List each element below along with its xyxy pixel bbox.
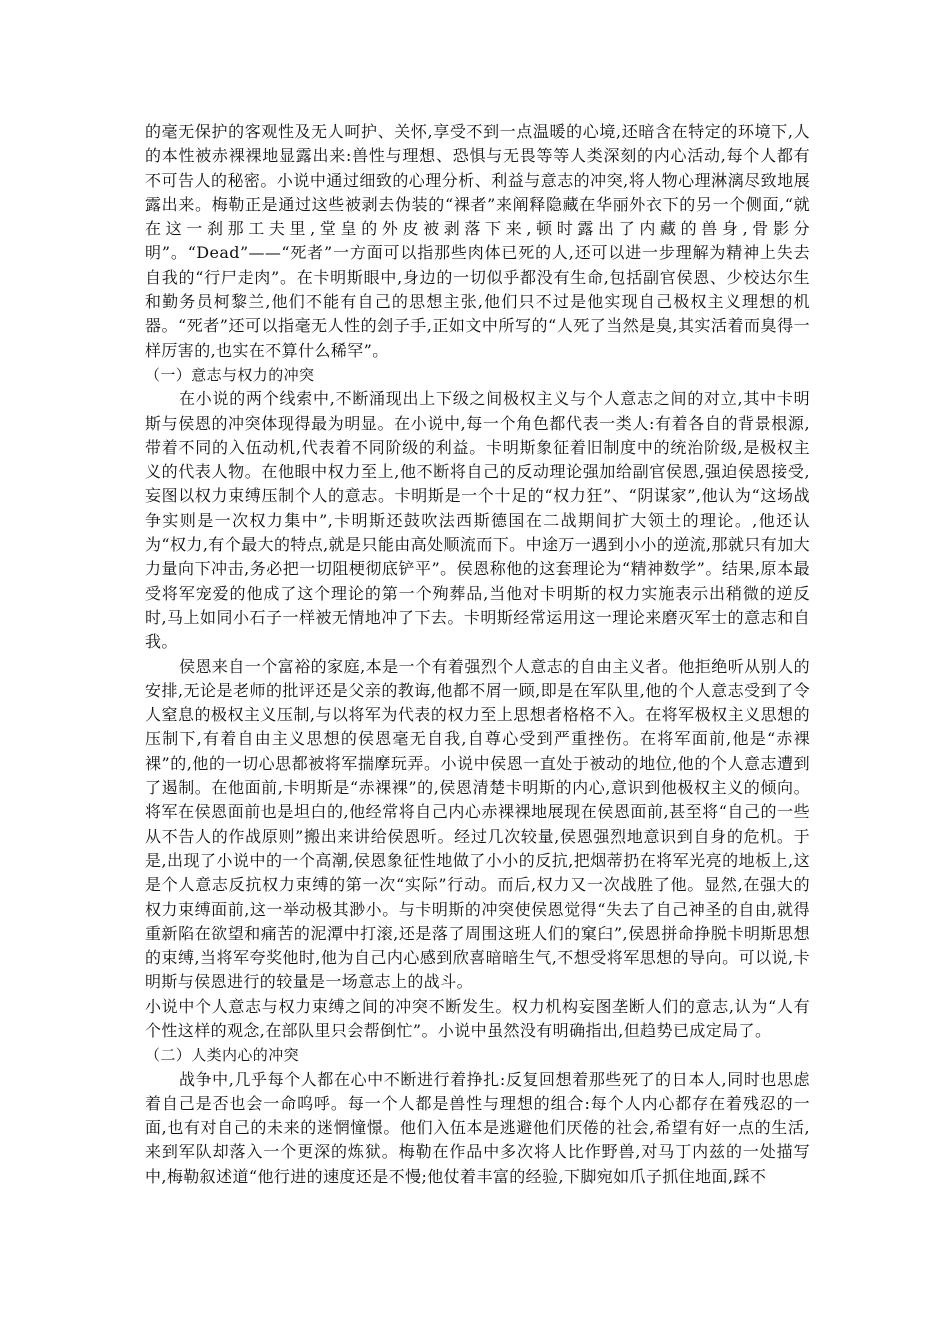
paragraph-cummings: 在小说的两个线索中,不断涌现出上下级之间极权主义与个人意志之间的对立,其中卡明斯与侯恩的冲突体现得最为明显。在小说中,每一个角色都代表一类人:有着各自的背景根源,带着不同的入伍动机,代表着不同阶级的利益。卡明斯象征着旧制度中的统治阶级,是极权主义的代表人物。在他眼中权力至上,他不断将自己的反动理论强加给副官侯恩,强迫侯恩接受,妄图以权力束缚压制个人的意志。卡明斯是一个十足的“权力狂”、“阴谋家”,他认为“这场战争实则是一次权力集中”,卡明斯还鼓吹法西斯德国在二战期间扩大领土的理论。,他还认为“权力,有个最大的特点,就是只能由高处顺流而下。中途万一遇到小小的逆流,那就只有加大力量向下冲击,务必把一切阻梗彻底铲平”。侯恩称他的这套理论为“精神数学”。结果,原本最受将军宠爱的他成了这个理论的第一个殉葬品,当他对卡明斯的权力实施表示出稍微的逆反时,马上如同小石子一样被无情地冲了下去。卡明斯经常运用这一理论来磨灭军士的意志和自我。	[145, 389, 810, 652]
document-page	[145, 120, 810, 1189]
section-heading-1: （一）意志与权力的冲突	[145, 365, 315, 384]
section-heading-2: （二）人类内心的冲突	[145, 1046, 300, 1065]
paragraph-conflict-summary: 小说中个人意志与权力束缚之间的冲突不断发生。权力机构妄图垄断人们的意志,认为“人有个性这样的观念,在部队里只会帮倒忙”。小说中虽然没有明确指出,但趋势已成定局了。	[145, 996, 810, 1040]
paragraph-intro: 的毫无保护的客观性及无人呵护、关怀,享受不到一点温暖的心境,还暗含在特定的环境下,人的本性被赤裸裸地显露出来:兽性与理想、恐惧与无畏等等人类深刻的内心活动,每个人都有不可告人的秘密。小说中通过细致的心理分析、利益与意志的冲突,将人物心理淋漓尽致地展露出来。梅勒正是通过这些被剥去伪装的“裸者”来阐释隐藏在华丽外衣下的另一个侧面,“就在这一刹那工夫里,堂皇的外皮被剥落下来,顿时露出了内藏的兽身,骨影分明”。“Dead”——“死者”一方面可以指那些肉体已死的人,还可以进一步理解为精神上失去自我的“行尸走肉”。在卡明斯眼中,身边的一切似乎都没有生命,包括副官侯恩、少校达尔生和勤务员柯黎兰,他们不能有自己的思想主张,他们只不过是他实现自己极权主义理想的机器。“死者”还可以指毫无人性的刽子手,正如文中所写的“人死了当然是臭,其实活着而臭得一样厉害的,也实在不算什么稀罕”。	[145, 122, 810, 360]
paragraph-hearn: 侯恩来自一个富裕的家庭,本是一个有着强烈个人意志的自由主义者。他拒绝听从别人的安排,无论是老师的批评还是父亲的教诲,他都不屑一顾,即是在军队里,他的个人意志受到了令人窒息的极权主义压制,与以将军为代表的权力至上思想者格格不入。在将军极权主义思想的压制下,有着自由主义思想的侯恩毫无自我,自尊心受到严重挫伤。在将军面前,他是“赤裸裸”的,他的一切心思都被将军揣摩玩弄。小说中侯恩一直处于被动的地位,他的个人意志遭到了遏制。在他面前,卡明斯是“赤裸裸”的,侯恩清楚卡明斯的内心,意识到他极权主义的倾向。将军在侯恩面前也是坦白的,他经常将自己内心赤裸裸地展现在侯恩面前,甚至将“自己的一些从不告人的作战原则”搬出来讲给侯恩听。经过几次较量,侯恩强烈地意识到自身的危机。于是,出现了小说中的一个高潮,侯恩象征性地做了小小的反抗,把烟蒂扔在将军光亮的地板上,这是个人意志反抗权力束缚的第一次“实际”行动。而后,权力又一次战胜了他。显然,在强大的权力束缚面前,这一举动极其渺小。与卡明斯的冲突使侯恩觉得“失去了自己神圣的自由,就得重新陷在欲望和痛苦的泥潭中打滚,还是落了周围这班人们的窠臼”,侯恩拼命挣脱卡明斯思想的束缚,当将军夸奖他时,他为自己内心感到欣喜暗暗生气,不想受将军思想的导向。可以说,卡明斯与侯恩进行的较量是一场意志上的战斗。	[145, 656, 810, 992]
paragraph-inner-conflict: 战争中,几乎每个人都在心中不断进行着挣扎:反复回想着那些死了的日本人,同时也思虑着自己是否也会一命呜呼。每一个人都是兽性与理想的组合:每个人内心都存在着残忍的一面,也有对自己的未来的迷惘憧憬。他们入伍本是逃避他们厌倦的社会,希望有好一点的生活,来到军队却落入一个更深的炼狱。梅勒在作品中多次将人比作野兽,对马丁内兹的一处描写中,梅勒叙述道“他行进的速度还是不慢;他仗着丰富的经验,下脚宛如爪子抓住地面,踩不	[145, 1069, 810, 1186]
